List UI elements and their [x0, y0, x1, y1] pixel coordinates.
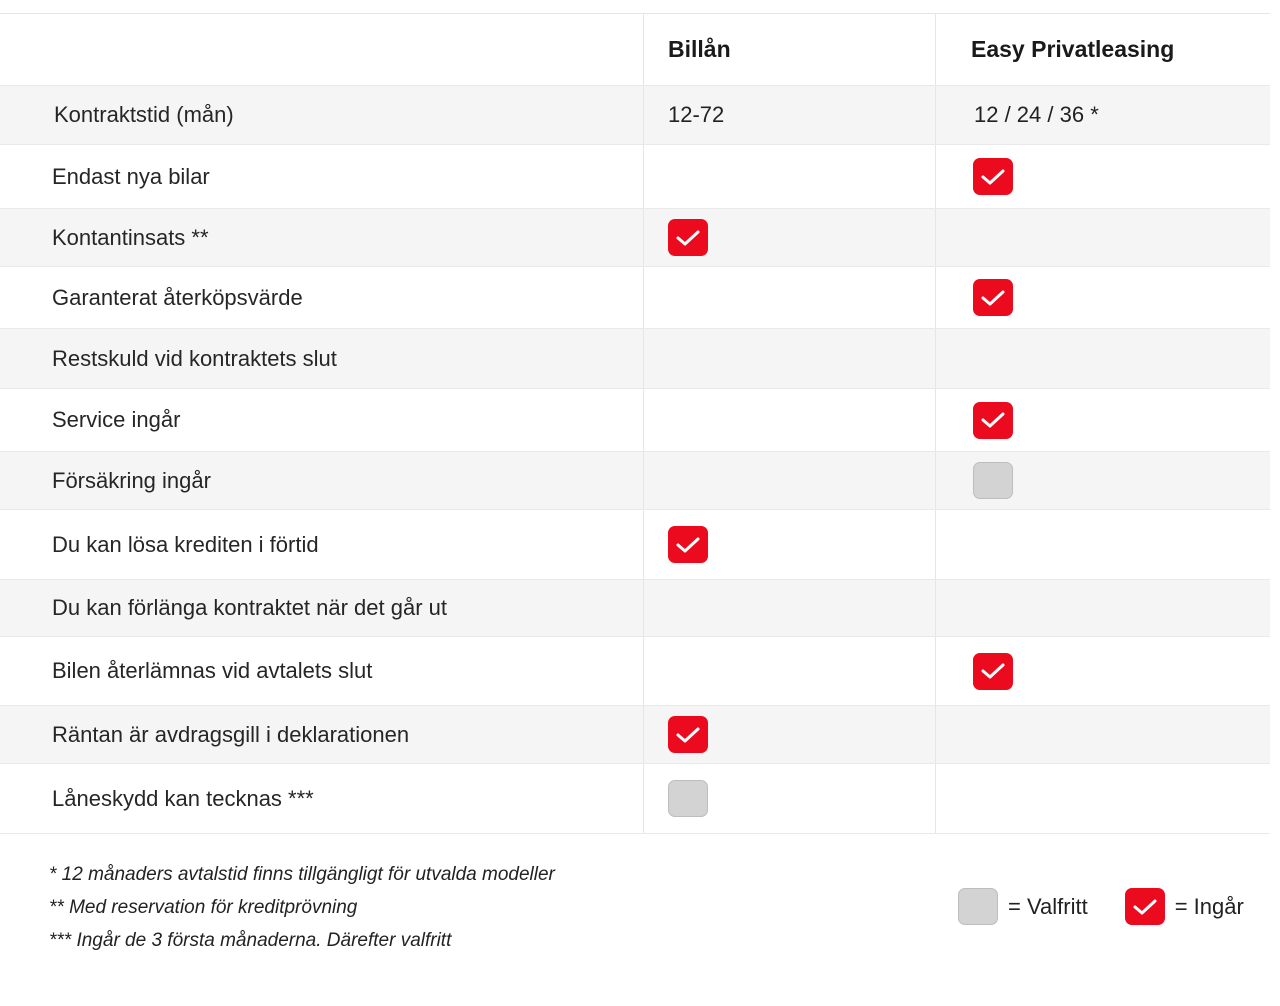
leasing-cell: [935, 510, 1270, 579]
table-header-row: [0, 14, 1270, 86]
feature-label: Bilen återlämnas vid avtalets slut: [52, 658, 373, 683]
table-row: [0, 389, 1270, 452]
checkmark-icon: [973, 279, 1013, 316]
leasing-cell: [935, 86, 1270, 144]
checkmark-icon: [668, 219, 708, 256]
feature-label: Kontantinsats **: [52, 224, 209, 250]
billan-cell: [643, 145, 935, 208]
table-row: [0, 452, 1270, 510]
feature-label: Kontraktstid (mån): [54, 102, 234, 127]
billan-cell: [643, 209, 935, 266]
billan-cell: [643, 86, 935, 144]
table-row: [0, 706, 1270, 764]
billan-cell: [643, 452, 935, 509]
leasing-cell: [935, 389, 1270, 451]
billan-cell: [643, 510, 935, 579]
billan-cell: [643, 267, 935, 328]
billan-cell: [643, 764, 935, 833]
feature-label: Försäkring ingår: [52, 467, 211, 493]
feature-label: Du kan lösa krediten i förtid: [52, 531, 319, 557]
footnotes: [49, 858, 555, 957]
header-easy-privatleasing: Easy Privatleasing: [935, 14, 1270, 85]
empty-box-icon: [668, 780, 708, 817]
leasing-cell: [935, 706, 1270, 763]
checkmark-icon: [973, 653, 1013, 690]
table-row: [0, 267, 1270, 329]
billan-cell: [643, 580, 935, 636]
table-row: [0, 86, 1270, 145]
table-row: [0, 580, 1270, 637]
leasing-cell: [935, 580, 1270, 636]
feature-label: Endast nya bilar: [52, 163, 210, 189]
header-billan: Billån: [643, 14, 935, 85]
comparison-table: [0, 13, 1270, 834]
legend-optional-label: = Valfritt: [1008, 893, 1088, 919]
checkmark-icon: [668, 526, 708, 563]
leasing-cell: [935, 145, 1270, 208]
header-feature: [0, 14, 643, 85]
leasing-cell: [935, 329, 1270, 388]
billan-cell: [643, 637, 935, 705]
billan-cell: [643, 706, 935, 763]
legend: [958, 888, 1244, 925]
empty-box-icon: [958, 888, 998, 925]
table-row: [0, 764, 1270, 834]
leasing-cell: [935, 209, 1270, 266]
table-row: [0, 510, 1270, 580]
legend-included-label: = Ingår: [1174, 893, 1244, 919]
feature-label: Du kan förlänga kontraktet när det går ut: [52, 595, 448, 620]
checkmark-icon: [1125, 888, 1165, 925]
leasing-value: 12 / 24 / 36 *: [974, 102, 1099, 127]
billan-value: 12-72: [668, 102, 725, 127]
billan-cell: [643, 329, 935, 388]
legend-optional: [958, 888, 1088, 925]
table-row: [0, 329, 1270, 389]
checkmark-icon: [668, 716, 708, 753]
leasing-cell: [935, 267, 1270, 328]
footnote-3: *** Ingår de 3 första månaderna. Därefter valfritt: [49, 930, 452, 951]
feature-label: Låneskydd kan tecknas ***: [52, 785, 314, 811]
leasing-cell: [935, 637, 1270, 705]
feature-label: Garanterat återköpsvärde: [52, 284, 303, 310]
table-row: [0, 145, 1270, 209]
footnote-2: ** Med reservation för kreditprövning: [49, 897, 358, 918]
feature-label: Service ingår: [52, 407, 181, 432]
feature-label: Räntan är avdragsgill i deklarationen: [52, 721, 410, 747]
leasing-cell: [935, 764, 1270, 833]
billan-cell: [643, 389, 935, 451]
table-row: [0, 637, 1270, 706]
checkmark-icon: [973, 402, 1013, 439]
legend-included: [1125, 888, 1244, 925]
table-row: [0, 209, 1270, 267]
feature-label: Restskuld vid kontraktets slut: [52, 345, 337, 371]
footnote-1: * 12 månaders avtalstid finns tillgängligt för utvalda modeller: [49, 864, 555, 885]
checkmark-icon: [973, 158, 1013, 195]
leasing-cell: [935, 452, 1270, 509]
empty-box-icon: [973, 462, 1013, 499]
